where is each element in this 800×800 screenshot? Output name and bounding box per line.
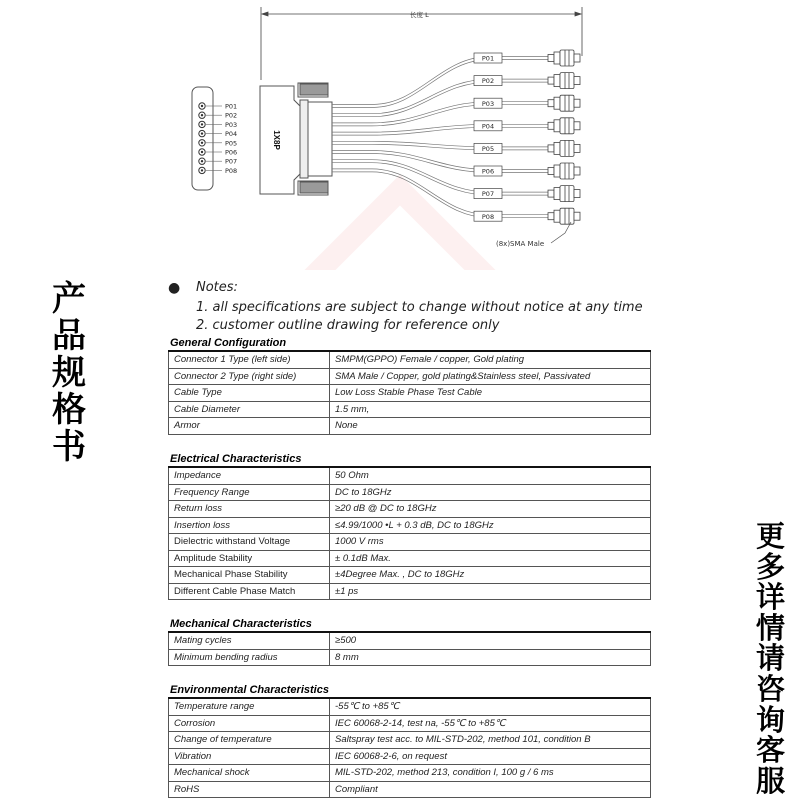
pin-center <box>201 151 203 153</box>
general-config-table <box>168 350 651 435</box>
cable-label: P04 <box>481 122 495 131</box>
pin-label: P06 <box>225 148 238 157</box>
sma-connector-icon <box>548 208 580 224</box>
spec-key: Temperature range <box>169 698 330 715</box>
environmental-table <box>168 697 651 798</box>
pin-label: P04 <box>225 130 238 139</box>
table-row <box>169 385 651 402</box>
spec-value: 1000 V rms <box>330 534 651 551</box>
cable-label: P08 <box>481 212 495 221</box>
spec-key: Corrosion <box>169 715 330 732</box>
cable-line <box>332 124 548 132</box>
pin-center <box>201 142 203 144</box>
sma-connector-icon <box>548 186 580 202</box>
pin-label: P07 <box>225 157 238 166</box>
mechanical-table <box>168 631 651 666</box>
side-char: 品 <box>52 316 86 356</box>
spec-value: SMA Male / Copper, gold plating&Stainless steel, Passivated <box>330 368 651 385</box>
table-row <box>169 567 651 584</box>
table-row <box>169 517 651 534</box>
spec-key: Return loss <box>169 501 330 518</box>
notes-title: Notes: <box>196 280 238 295</box>
side-char: 询 <box>756 702 786 737</box>
note-item: 2. customer outline drawing for reference only <box>196 318 500 333</box>
watermark <box>270 190 530 270</box>
spec-key: Minimum bending radius <box>169 649 330 666</box>
table-row <box>169 534 651 551</box>
spec-value: Low Loss Stable Phase Test Cable <box>330 385 651 402</box>
sma-connector-icon <box>548 118 580 134</box>
spec-value: None <box>330 418 651 435</box>
spec-key: Mating cycles <box>169 632 330 649</box>
sma-connector-icon <box>548 163 580 179</box>
section-title-environmental: Environmental Characteristics <box>170 684 329 696</box>
side-char: 书 <box>52 427 86 467</box>
table-row <box>169 649 651 666</box>
sma-connectors <box>548 50 580 224</box>
table-row <box>169 732 651 749</box>
spec-key: RoHS <box>169 781 330 798</box>
pin-center <box>201 114 203 116</box>
table-row <box>169 715 651 732</box>
side-char: 详 <box>756 580 786 615</box>
bullet-icon: ● <box>168 280 181 296</box>
spec-key: Different Cable Phase Match <box>169 583 330 600</box>
spec-value: ±1 ps <box>330 583 651 600</box>
cable-label: P02 <box>481 77 495 86</box>
side-char: 客 <box>756 733 786 768</box>
connector-label: 1X8P <box>272 130 281 150</box>
spec-value: MIL-STD-202, method 213, condition I, 100 g / 6 ms <box>330 765 651 782</box>
side-char: 多 <box>756 549 786 584</box>
table-row <box>169 698 651 715</box>
side-title-left <box>52 279 86 467</box>
table-row <box>169 418 651 435</box>
sma-connector-icon <box>548 95 580 111</box>
sma-callout-leader <box>551 222 571 243</box>
spec-value: 1.5 mm, <box>330 401 651 418</box>
table-row <box>169 467 651 484</box>
spec-key: Connector 1 Type (left side) <box>169 351 330 368</box>
pin-label: P02 <box>225 111 238 120</box>
spec-value: IEC 60068-2-6, on request <box>330 748 651 765</box>
spec-key: Dielectric withstand Voltage <box>169 534 330 551</box>
side-title-right <box>756 519 786 798</box>
spec-key: Vibration <box>169 748 330 765</box>
cable-label: P06 <box>481 167 495 176</box>
spec-value: ≥20 dB @ DC to 18GHz <box>330 501 651 518</box>
spec-value: -55℃ to +85℃ <box>330 698 651 715</box>
spec-key: Change of temperature <box>169 732 330 749</box>
table-row <box>169 748 651 765</box>
multipin-connector <box>260 83 332 195</box>
pin-center <box>201 160 203 162</box>
spec-key: Frequency Range <box>169 484 330 501</box>
spec-value: ±4Degree Max. , DC to 18GHz <box>330 567 651 584</box>
side-char: 更 <box>756 519 786 553</box>
table-row <box>169 583 651 600</box>
cables <box>332 54 548 218</box>
spec-value: DC to 18GHz <box>330 484 651 501</box>
side-char: 咨 <box>756 671 786 706</box>
pin-label: P05 <box>225 139 238 148</box>
spec-key: Amplitude Stability <box>169 550 330 567</box>
left-connector-face <box>192 87 213 190</box>
spec-key: Armor <box>169 418 330 435</box>
note-item: 1. all specifications are subject to change without notice at any time <box>196 300 643 315</box>
pin-center <box>201 169 203 171</box>
pin-label: P08 <box>225 166 238 175</box>
spec-key: Insertion loss <box>169 517 330 534</box>
cable-label: P03 <box>481 99 495 108</box>
table-row <box>169 401 651 418</box>
spec-value: ± 0.1dB Max. <box>330 550 651 567</box>
side-char: 请 <box>756 641 786 676</box>
spec-value: ≥500 <box>330 632 651 649</box>
side-char: 产 <box>52 279 86 319</box>
pin-label: P01 <box>225 102 238 111</box>
sma-connector-icon <box>548 73 580 89</box>
cable-line <box>332 60 548 108</box>
cable-line <box>332 163 548 195</box>
pin-center <box>201 123 203 125</box>
cable-line <box>332 160 548 192</box>
spec-value: Saltspray test acc. to MIL-STD-202, method 101, condition B <box>330 732 651 749</box>
spec-key: Mechanical Phase Stability <box>169 567 330 584</box>
length-label: 长度 L <box>410 11 429 19</box>
side-char: 情 <box>756 610 786 645</box>
spec-value: 50 Ohm <box>330 467 651 484</box>
table-row <box>169 550 651 567</box>
cable-labels <box>474 53 502 221</box>
section-title-general: General Configuration <box>170 337 287 349</box>
spec-key: Cable Diameter <box>169 401 330 418</box>
spec-key: Impedance <box>169 467 330 484</box>
table-row <box>169 484 651 501</box>
spec-key: Cable Type <box>169 385 330 402</box>
pin-center <box>201 105 203 107</box>
spec-value: Compliant <box>330 781 651 798</box>
section-title-mechanical: Mechanical Characteristics <box>170 618 312 630</box>
sma-connector-icon <box>548 50 580 66</box>
table-row <box>169 368 651 385</box>
pin-label: P03 <box>225 120 238 129</box>
table-row <box>169 781 651 798</box>
cable-label: P05 <box>481 145 495 153</box>
cable-line <box>332 79 548 114</box>
cable-line <box>332 54 548 105</box>
spec-value: 8 mm <box>330 649 651 666</box>
sma-connector-icon <box>548 140 580 156</box>
cable-label: P01 <box>481 54 495 63</box>
cable-line <box>332 82 548 117</box>
spec-value: IEC 60068-2-14, test na, -55℃ to +85℃ <box>330 715 651 732</box>
electrical-table <box>168 466 651 600</box>
spec-key: Mechanical shock <box>169 765 330 782</box>
cable-label: P07 <box>481 190 495 199</box>
side-char: 规 <box>52 353 86 393</box>
sma-callout: (8x)SMA Male <box>496 240 545 248</box>
cable-line <box>332 127 548 135</box>
table-row <box>169 501 651 518</box>
cable-assembly-drawing <box>0 0 800 270</box>
spec-value: ≤4.99/1000 •L + 0.3 dB, DC to 18GHz <box>330 517 651 534</box>
table-row <box>169 632 651 649</box>
table-row <box>169 351 651 368</box>
side-char: 格 <box>52 390 86 430</box>
spec-value: SMPM(GPPO) Female / copper, Gold plating <box>330 351 651 368</box>
table-row <box>169 765 651 782</box>
section-title-electrical: Electrical Characteristics <box>170 453 302 465</box>
spec-key: Connector 2 Type (right side) <box>169 368 330 385</box>
side-char: 服 <box>756 763 786 798</box>
pin-center <box>201 132 203 134</box>
